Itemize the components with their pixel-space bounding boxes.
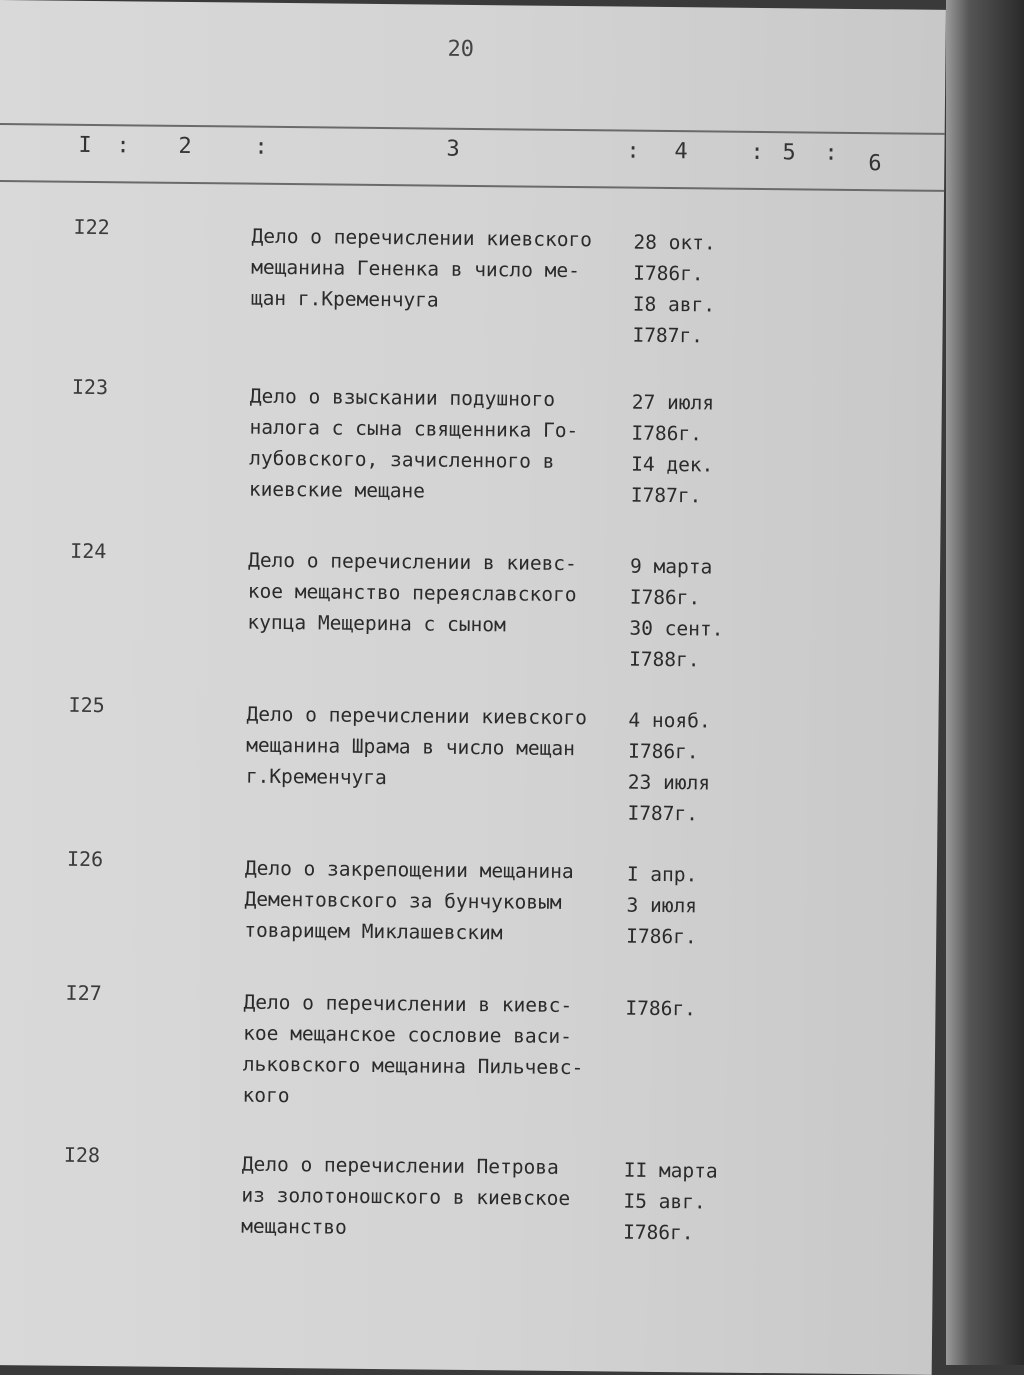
entry-description-line: кого [242, 1083, 290, 1108]
entry-date-line: I786г. [629, 585, 701, 610]
column-header-3: 3 [446, 136, 460, 162]
entry-description-line: Дело о перечислении киевского [246, 702, 588, 730]
entry-date-line: I апр. [626, 862, 698, 887]
entry-date-line: 23 июля [627, 770, 711, 795]
entry-date-line: I788г. [629, 647, 700, 672]
entry-date-line: I786г. [633, 261, 704, 286]
entry-description-line: товарищем Миклашевским [244, 918, 503, 945]
entry-number: I23 [71, 374, 109, 400]
entry-dates [629, 551, 770, 676]
entry-dates [626, 859, 767, 953]
entry-description-line: из золотоношского в киевское [241, 1183, 571, 1211]
entry-description-line: мещанство [241, 1214, 347, 1239]
column-header-4: 4 [674, 139, 688, 165]
entry-description-line: мещанина Шрама в число мещан [246, 733, 576, 761]
entry-description-line: Дело о закрепощении мещанина [244, 856, 574, 884]
entry-date-line: I5 авг. [623, 1189, 706, 1214]
entry-description [249, 381, 630, 509]
entry-description-line: лубовского, зачисленного в [249, 446, 555, 473]
entry-description [246, 699, 627, 796]
entry-number: I24 [70, 538, 107, 564]
column-separator: : [116, 133, 130, 159]
entry-description-line: щан г.Кременчуга [250, 286, 439, 312]
entry-description-line: кое мещанство переяславского [247, 579, 577, 607]
column-header-2: 2 [178, 133, 192, 160]
entry-description-line: Дело о перечислении в киевс- [248, 548, 577, 576]
entry-date-line: I787г. [630, 483, 702, 508]
entry-date-line: 4 нояб. [628, 708, 711, 733]
entry-date-line: 9 марта [629, 554, 713, 579]
entry-description-line: Дело о взыскании подушного [249, 384, 556, 411]
entry-date-line: I786г. [628, 739, 699, 764]
entry-description [241, 1149, 622, 1246]
column-separator: : [254, 134, 268, 160]
column-separator: : [626, 138, 640, 164]
entry-description-line: купца Мещерина с сыном [247, 610, 506, 637]
entry-description-line: Дело о перечислении Петрова [241, 1152, 559, 1179]
entry-date-line: I8 авг. [632, 292, 716, 317]
entry-dates [632, 227, 773, 352]
entry-dates [625, 993, 765, 1025]
header-rule-top [0, 123, 945, 135]
entry-description [244, 853, 625, 950]
entry-description-line: мещанина Генeнка в число ме- [251, 255, 581, 283]
entry-date-line: I786г. [623, 1220, 694, 1245]
entry-description [251, 221, 632, 318]
column-header-5: 5 [782, 140, 796, 166]
entry-date-line: 27 июля [631, 390, 715, 415]
entry-number: I27 [65, 980, 102, 1006]
header-rule-bottom [0, 180, 944, 192]
entry-date-line: I786г. [625, 996, 697, 1021]
entry-date-line: 28 окт. [633, 230, 716, 255]
entry-date-line: I787г. [627, 801, 699, 826]
entry-date-line: I787г. [632, 323, 704, 348]
entry-dates [627, 705, 768, 830]
entry-number: I28 [63, 1142, 101, 1168]
entry-description-line: Дементовского за бунчуковым [244, 887, 562, 914]
entry-description-line: г.Кременчуга [245, 764, 387, 790]
column-header-1: I [78, 132, 92, 158]
entry-dates [623, 1155, 764, 1249]
column-separator: : [824, 140, 838, 166]
entry-description-line: кое мещанское сословие васи- [243, 1021, 573, 1049]
entry-number: I22 [73, 214, 110, 240]
entry-date-line: II марта [623, 1158, 718, 1183]
entry-description-line: Дело о перечислении в киевс- [243, 990, 573, 1018]
entry-number: I25 [68, 692, 105, 718]
entry-date-line: 30 сент. [629, 616, 724, 641]
page-number: 20 [447, 36, 475, 62]
entry-description-line: льковского мещанина Пильчевс- [242, 1052, 584, 1080]
column-separator: : [750, 139, 764, 166]
entry-description [242, 987, 623, 1115]
entry-description [247, 545, 628, 642]
entry-date-line: I786г. [626, 924, 697, 949]
entry-date-line: 3 июля [626, 893, 698, 918]
entry-date-line: I786г. [631, 421, 703, 446]
entry-number: I26 [66, 846, 104, 872]
entry-description-line: налога с сына священника Го- [249, 415, 579, 443]
entry-date-line: I4 дек. [631, 452, 714, 477]
entry-description-line: Дело о перечислении киевского [251, 224, 593, 252]
column-header-6: 6 [868, 151, 882, 177]
entry-description-line: киевские мещане [248, 477, 426, 503]
entry-dates [631, 387, 772, 512]
page-shadow-edge [946, 0, 1024, 1365]
